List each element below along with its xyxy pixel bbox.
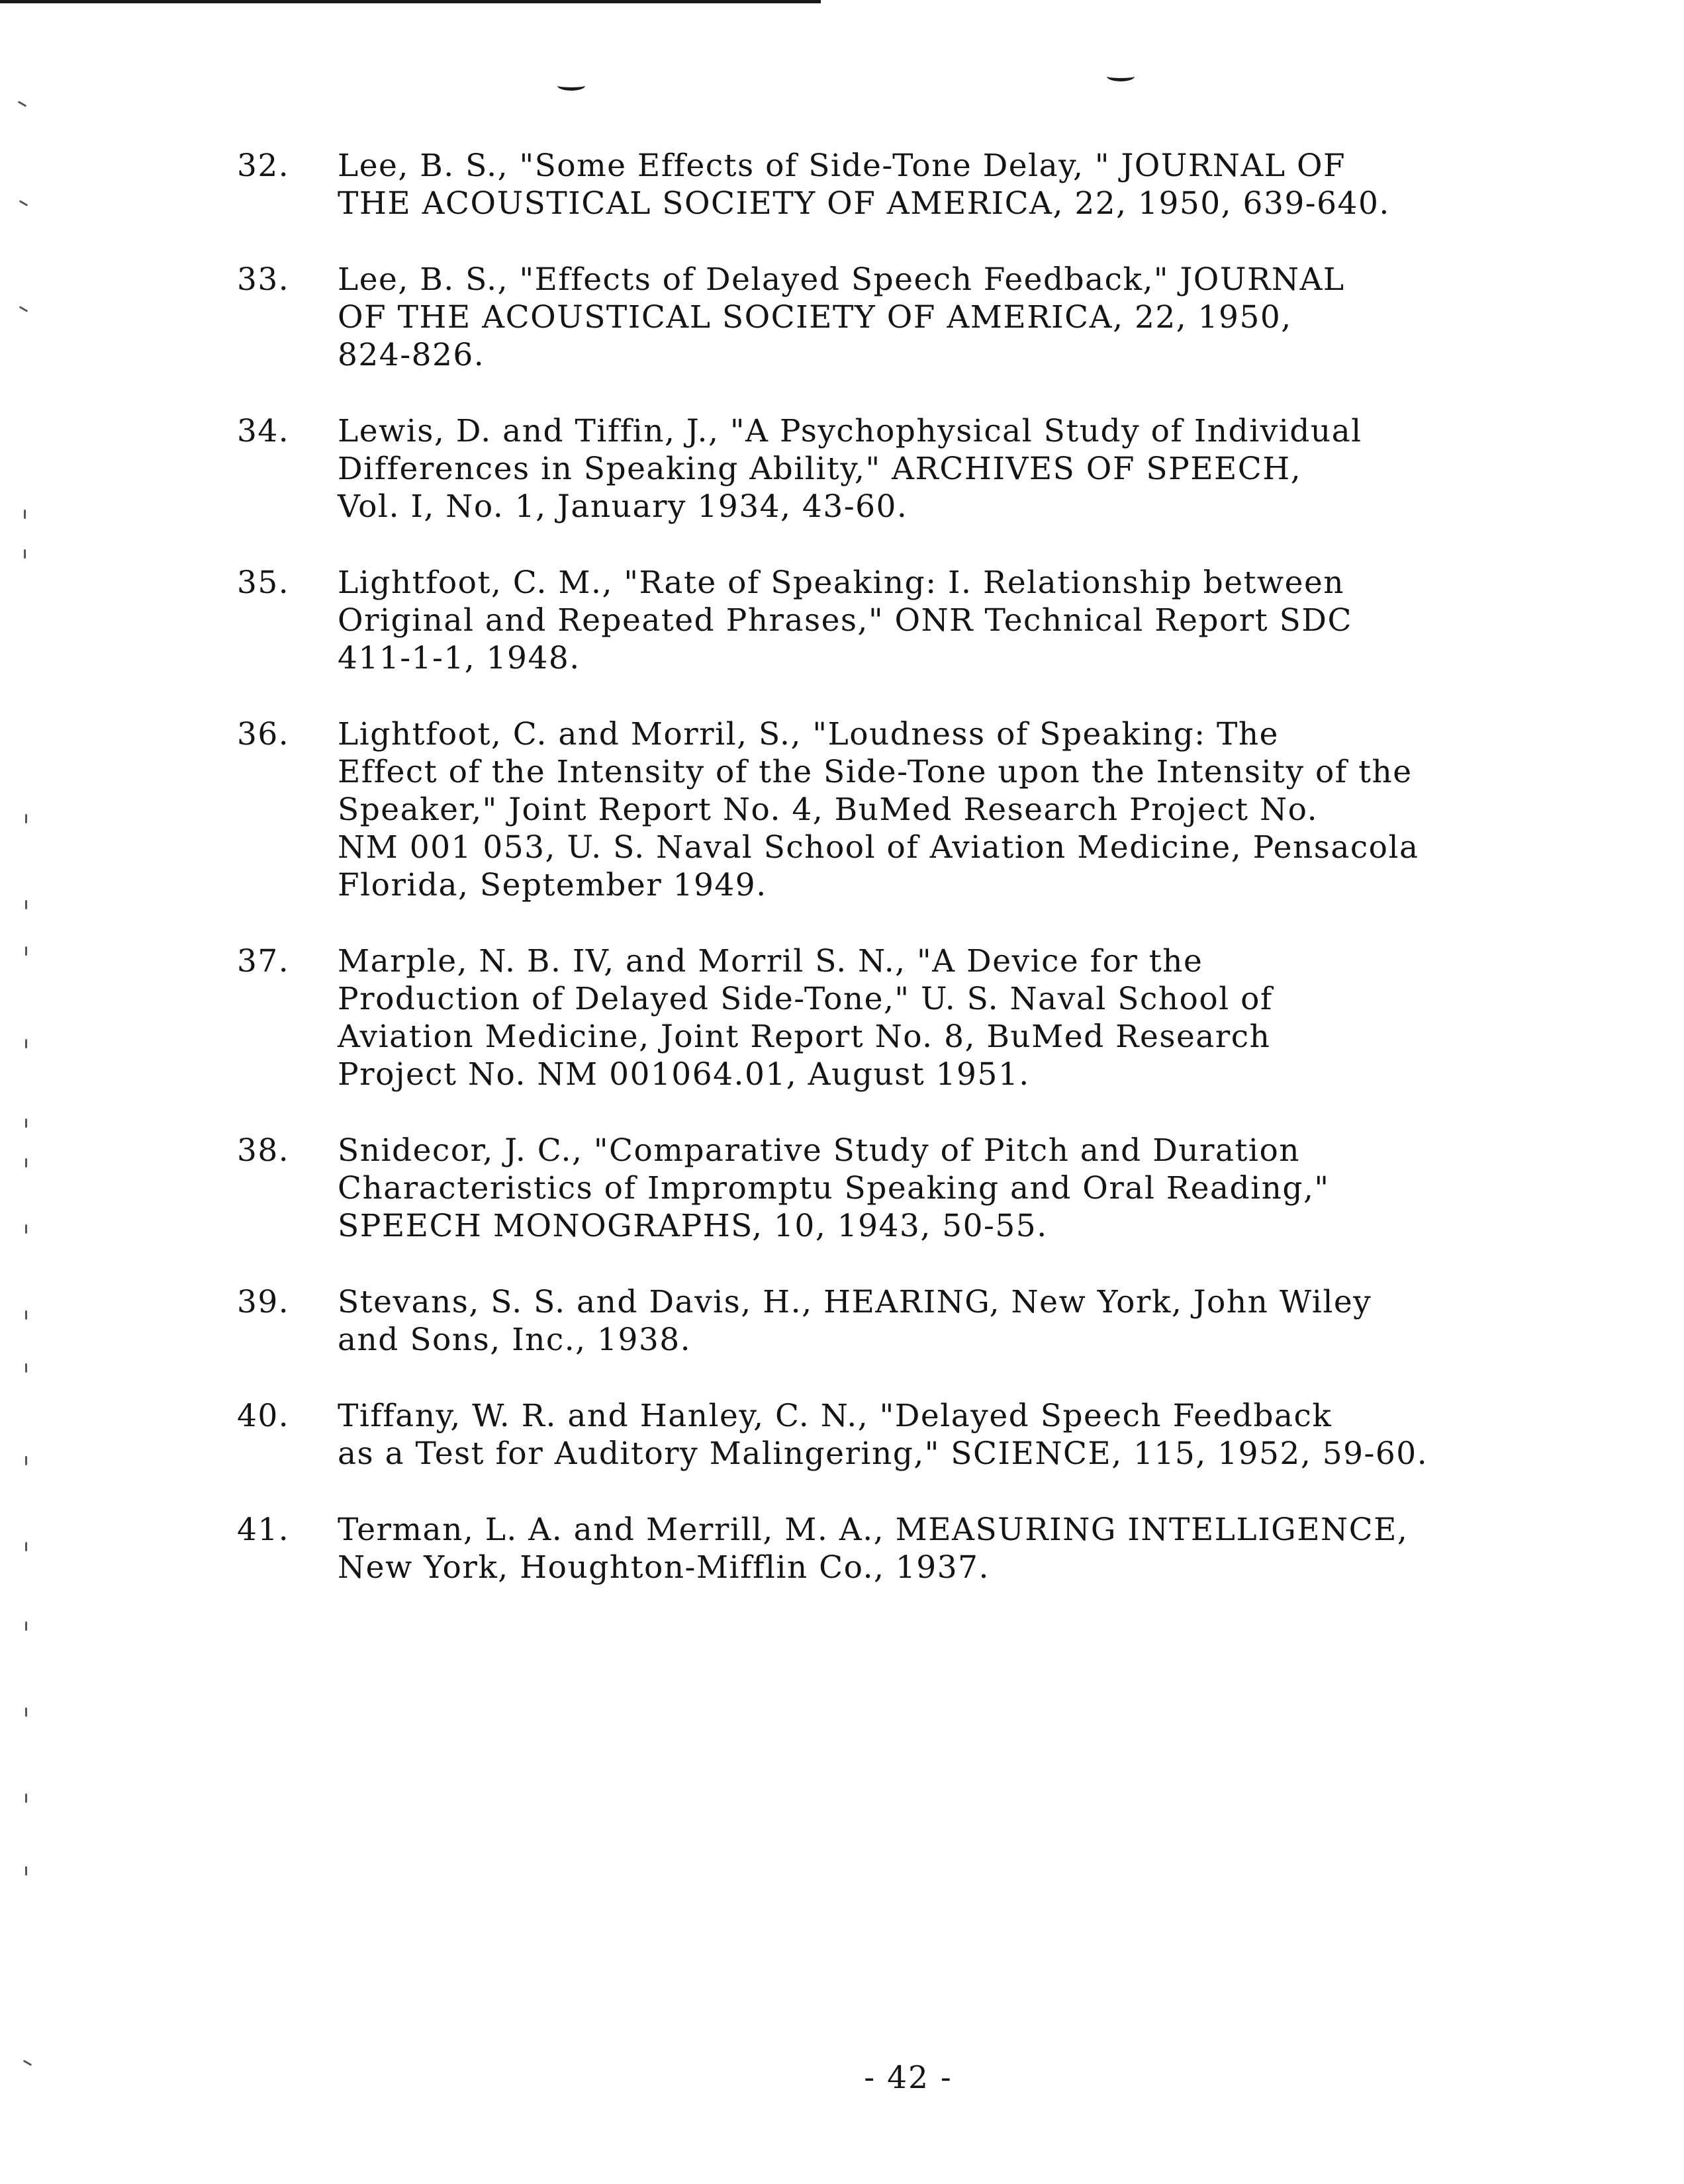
reference-number: 39. [237, 1284, 290, 1320]
reference-text-line: New York, Houghton-Mifflin Co., 1937. [338, 1549, 990, 1586]
speck [19, 200, 28, 206]
reference-entry [237, 715, 1521, 904]
speck [25, 1158, 27, 1167]
reference-text-line: Aviation Medicine, Joint Report No. 8, BuMed Research [338, 1019, 1271, 1055]
reference-text-line: Original and Repeated Phrases," ONR Technical Report SDC [338, 602, 1352, 639]
reference-text-line: Lee, B. S., "Effects of Delayed Speech Feedback," JOURNAL [338, 261, 1345, 298]
reference-text-line: Terman, L. A. and Merrill, M. A., MEASURING INTELLIGENCE, [338, 1512, 1409, 1548]
scan-mark [557, 81, 585, 91]
speck [25, 1456, 27, 1465]
reference-text-line: Vol. I, No. 1, January 1934, 43-60. [338, 488, 908, 525]
speck [24, 549, 26, 559]
top-edge-rule [0, 0, 821, 3]
reference-text-line: Lee, B. S., "Some Effects of Side-Tone Delay, " JOURNAL OF [338, 148, 1346, 184]
speck [25, 1224, 27, 1234]
reference-number: 36. [237, 716, 290, 752]
reference-entry [237, 261, 1521, 374]
reference-text-line: 411-1-1, 1948. [338, 640, 581, 676]
speck [25, 1039, 27, 1048]
reference-text-line: OF THE ACOUSTICAL SOCIETY OF AMERICA, 22, 1950, [338, 299, 1292, 336]
reference-number: 35. [237, 565, 290, 601]
reference-text-line: Differences in Speaking Ability," ARCHIVES OF SPEECH, [338, 451, 1302, 487]
speck [25, 814, 27, 823]
reference-number: 33. [237, 261, 290, 298]
reference-text-line: Lightfoot, C. M., "Rate of Speaking: I. Relationship between [338, 565, 1345, 601]
reference-text-line: Characteristics of Impromptu Speaking and Oral Reading," [338, 1170, 1330, 1206]
reference-entry [237, 942, 1521, 1093]
reference-text-line: Florida, September 1949. [338, 867, 767, 903]
reference-text-line: THE ACOUSTICAL SOCIETY OF AMERICA, 22, 1950, 639-640. [338, 185, 1390, 222]
reference-text-line: SPEECH MONOGRAPHS, 10, 1943, 50-55. [338, 1208, 1048, 1244]
speck [25, 1707, 27, 1717]
reference-entry [237, 1132, 1521, 1245]
speck [25, 1363, 27, 1373]
speck [25, 1621, 27, 1631]
reference-text-line: 824-826. [338, 337, 485, 373]
reference-number: 38. [237, 1132, 290, 1169]
reference-text-line: Effect of the Intensity of the Side-Tone upon the Intensity of the [338, 754, 1413, 790]
reference-entry [237, 1283, 1521, 1359]
reference-number: 32. [237, 148, 290, 184]
speck [18, 101, 27, 107]
reference-text-line: Marple, N. B. IV, and Morril S. N., "A Device for the [338, 943, 1203, 979]
reference-text-line: Production of Delayed Side-Tone," U. S. Naval School of [338, 981, 1273, 1017]
speck [25, 946, 27, 956]
reference-entry [237, 1511, 1521, 1586]
speck [25, 1866, 27, 1876]
reference-text-line: Project No. NM 001064.01, August 1951. [338, 1056, 1030, 1093]
reference-text-line: Speaker," Joint Report No. 4, BuMed Research Project No. [338, 792, 1319, 828]
reference-entry [237, 564, 1521, 677]
reference-number: 37. [237, 943, 290, 979]
reference-text-line: Snidecor, J. C., "Comparative Study of Pitch and Duration [338, 1132, 1301, 1169]
scan-mark [1107, 71, 1135, 81]
reference-text-line: and Sons, Inc., 1938. [338, 1322, 692, 1358]
left-margin-specks [19, 86, 45, 2138]
speck [25, 1794, 27, 1803]
reference-text-line: Lightfoot, C. and Morril, S., "Loudness of Speaking: The [338, 716, 1279, 752]
reference-text-line: Stevans, S. S. and Davis, H., HEARING, New York, John Wiley [338, 1284, 1372, 1320]
reference-number: 41. [237, 1512, 290, 1548]
speck [25, 1118, 27, 1128]
reference-text-line: as a Test for Auditory Malingering," SCIENCE, 115, 1952, 59-60. [338, 1435, 1428, 1472]
reference-entry [237, 147, 1521, 222]
reference-number: 34. [237, 413, 290, 449]
reference-text-line: Tiffany, W. R. and Hanley, C. N., "Delayed Speech Feedback [338, 1398, 1333, 1434]
page-number: - 42 - [864, 2060, 953, 2096]
reference-entry [237, 1397, 1521, 1473]
reference-number: 40. [237, 1398, 290, 1434]
speck [25, 1310, 27, 1320]
speck [25, 900, 27, 909]
reference-list [237, 147, 1521, 1625]
reference-text-line: NM 001 053, U. S. Naval School of Aviation Medicine, Pensacola [338, 829, 1419, 866]
speck [23, 2060, 32, 2066]
speck [25, 1542, 27, 1551]
speck [19, 306, 28, 312]
speck [24, 510, 26, 519]
reference-text-line: Lewis, D. and Tiffin, J., "A Psychophysical Study of Individual [338, 413, 1362, 449]
reference-entry [237, 412, 1521, 525]
